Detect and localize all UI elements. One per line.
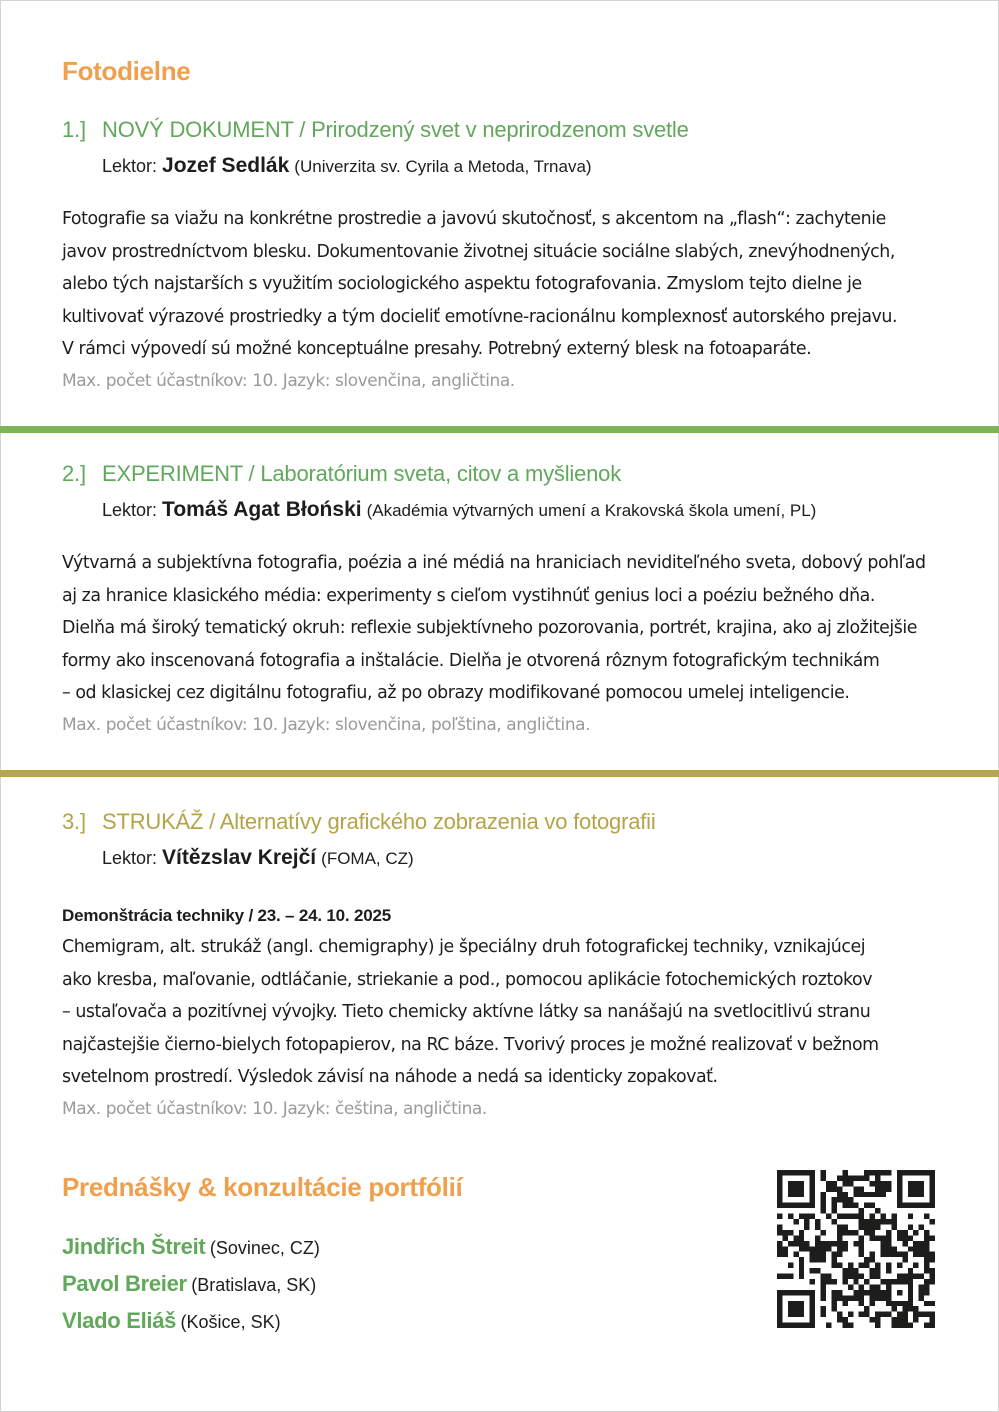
lector-line <box>102 496 942 525</box>
lecturer-name: Pavol Breier <box>62 1271 187 1296</box>
workshop-title-text: NOVÝ DOKUMENT / Prirodzený svet v neprirodzenom svetle <box>102 117 689 142</box>
lector-label: Lektor: <box>102 156 158 176</box>
description-line: Fotografie sa viažu na konkrétne prostredie a javovú skutočnosť, s akcentom na „flash“: zachytenie <box>62 209 886 229</box>
lecturer-row <box>62 1304 320 1341</box>
lector-affiliation: (FOMA, CZ) <box>321 849 414 868</box>
description-line: – ustaľovača a pozitívnej vývojky. Tieto chemicky aktívne látky sa nanášajú na svetlocitlivú stranu <box>62 1002 871 1023</box>
qr-code-icon[interactable] <box>777 1170 935 1328</box>
workshops-heading: Fotodielne <box>62 56 191 86</box>
workshop-title-text: STRUKÁŽ / Alternatívy grafického zobrazenia vo fotografii <box>102 809 656 834</box>
lector-name: Vítězslav Krejčí <box>162 846 317 869</box>
lector-label: Lektor: <box>102 848 158 868</box>
lector-line <box>102 152 942 181</box>
section-divider <box>0 426 999 433</box>
description-line: Výtvarná a subjektívna fotografia, poézia a iné médiá na hraniciach neviditeľného sveta, dobový pohľad <box>62 553 926 573</box>
lecturer-place: (Košice, SK) <box>180 1312 281 1332</box>
description-line: alebo tých najstarších s využitím sociologického aspektu fotografovania. Zmyslom tejto dielne je <box>62 274 862 295</box>
lecturer-name: Vlado Eliáš <box>62 1308 177 1333</box>
workshop-description <box>62 931 942 1094</box>
lecturer-list <box>62 1230 320 1341</box>
description-line: Chemigram, alt. strukáž (angl. chemigraphy) je špeciálny druh fotografickej techniky, vznikajúcej <box>62 937 866 957</box>
lector-line <box>102 844 942 873</box>
demo-heading: Demonštrácia techniky / 23. – 24. 10. 2025 <box>62 906 391 925</box>
description-line: ako kresba, maľovanie, odtláčanie, striekanie a pod., pomocou aplikácie fotochemických roztokov <box>62 969 873 990</box>
workshop-info: Max. počet účastníkov: 10. Jazyk: slovenčina, poľština, angličtina. <box>62 714 591 735</box>
description-line: aj za hranice klasického média: experimenty s cieľom vystihnúť genius loci a poéziu bežného dňa. <box>62 585 875 606</box>
workshop-title <box>62 808 942 836</box>
lecturer-name: Jindřich Štreit <box>62 1234 206 1259</box>
workshop-info: Max. počet účastníkov: 10. Jazyk: slovenčina, angličtina. <box>62 370 515 391</box>
lector-label: Lektor: <box>102 500 158 520</box>
workshop-1 <box>62 116 942 396</box>
workshop-title <box>62 116 942 144</box>
lector-name: Jozef Sedlák <box>162 154 290 177</box>
description-line: kultivovať výrazové prostriedky a tým docieliť emotívne-racionálnu komplexnosť autorského prejavu. <box>62 306 898 327</box>
lectures-heading: Prednášky & konzultácie portfólií <box>62 1172 463 1202</box>
lecturer-row <box>62 1267 320 1304</box>
workshop-description <box>62 547 942 710</box>
workshop-number: 2.] <box>62 461 86 486</box>
description-line: Dielňa má široký tematický okruh: reflexie subjektívneho pozorovania, portrét, krajina, ako aj zložitejšie <box>62 618 918 639</box>
workshop-2 <box>62 460 942 740</box>
workshop-description <box>62 203 942 366</box>
workshop-number: 3.] <box>62 809 86 834</box>
workshop-number: 1.] <box>62 117 86 142</box>
workshop-title-text: EXPERIMENT / Laboratórium sveta, citov a myšlienok <box>102 461 622 486</box>
section-divider <box>0 770 999 777</box>
description-line: – od klasickej cez digitálnu fotografiu, až po obrazy modifikované pomocou umelej inteligencie. <box>62 683 850 704</box>
description-line: javov prostredníctvom blesku. Dokumentovanie životnej situácie sociálne slabých, znevýhodnených, <box>62 241 895 262</box>
description-line: formy ako inscenovaná fotografia a inštalácie. Dielňa je otvorená rôznym fotografickým technikám <box>62 650 880 671</box>
workshop-info: Max. počet účastníkov: 10. Jazyk: čeština, angličtina. <box>62 1098 487 1119</box>
lecturer-place: (Bratislava, SK) <box>191 1275 317 1295</box>
description-line: svetelnom prostredí. Výsledok závisí na náhode a nedá sa identicky zopakovať. <box>62 1067 718 1088</box>
lecturer-row <box>62 1230 320 1267</box>
workshop-3 <box>62 808 942 1124</box>
lecturer-place: (Sovinec, CZ) <box>209 1238 320 1258</box>
lector-name: Tomáš Agat Błoński <box>162 498 362 521</box>
lector-affiliation: (Akadémia výtvarných umení a Krakovská škola umení, PL) <box>366 501 817 520</box>
lector-affiliation: (Univerzita sv. Cyrila a Metoda, Trnava) <box>294 157 592 176</box>
description-line: V rámci výpovedí sú možné konceptuálne presahy. Potrebný externý blesk na fotoaparáte. <box>62 339 812 360</box>
workshop-title <box>62 460 942 488</box>
description-line: najčastejšie čierno-bielych fotopapierov, na RC báze. Tvorivý proces je možné realizovať v bežnom <box>62 1034 879 1055</box>
